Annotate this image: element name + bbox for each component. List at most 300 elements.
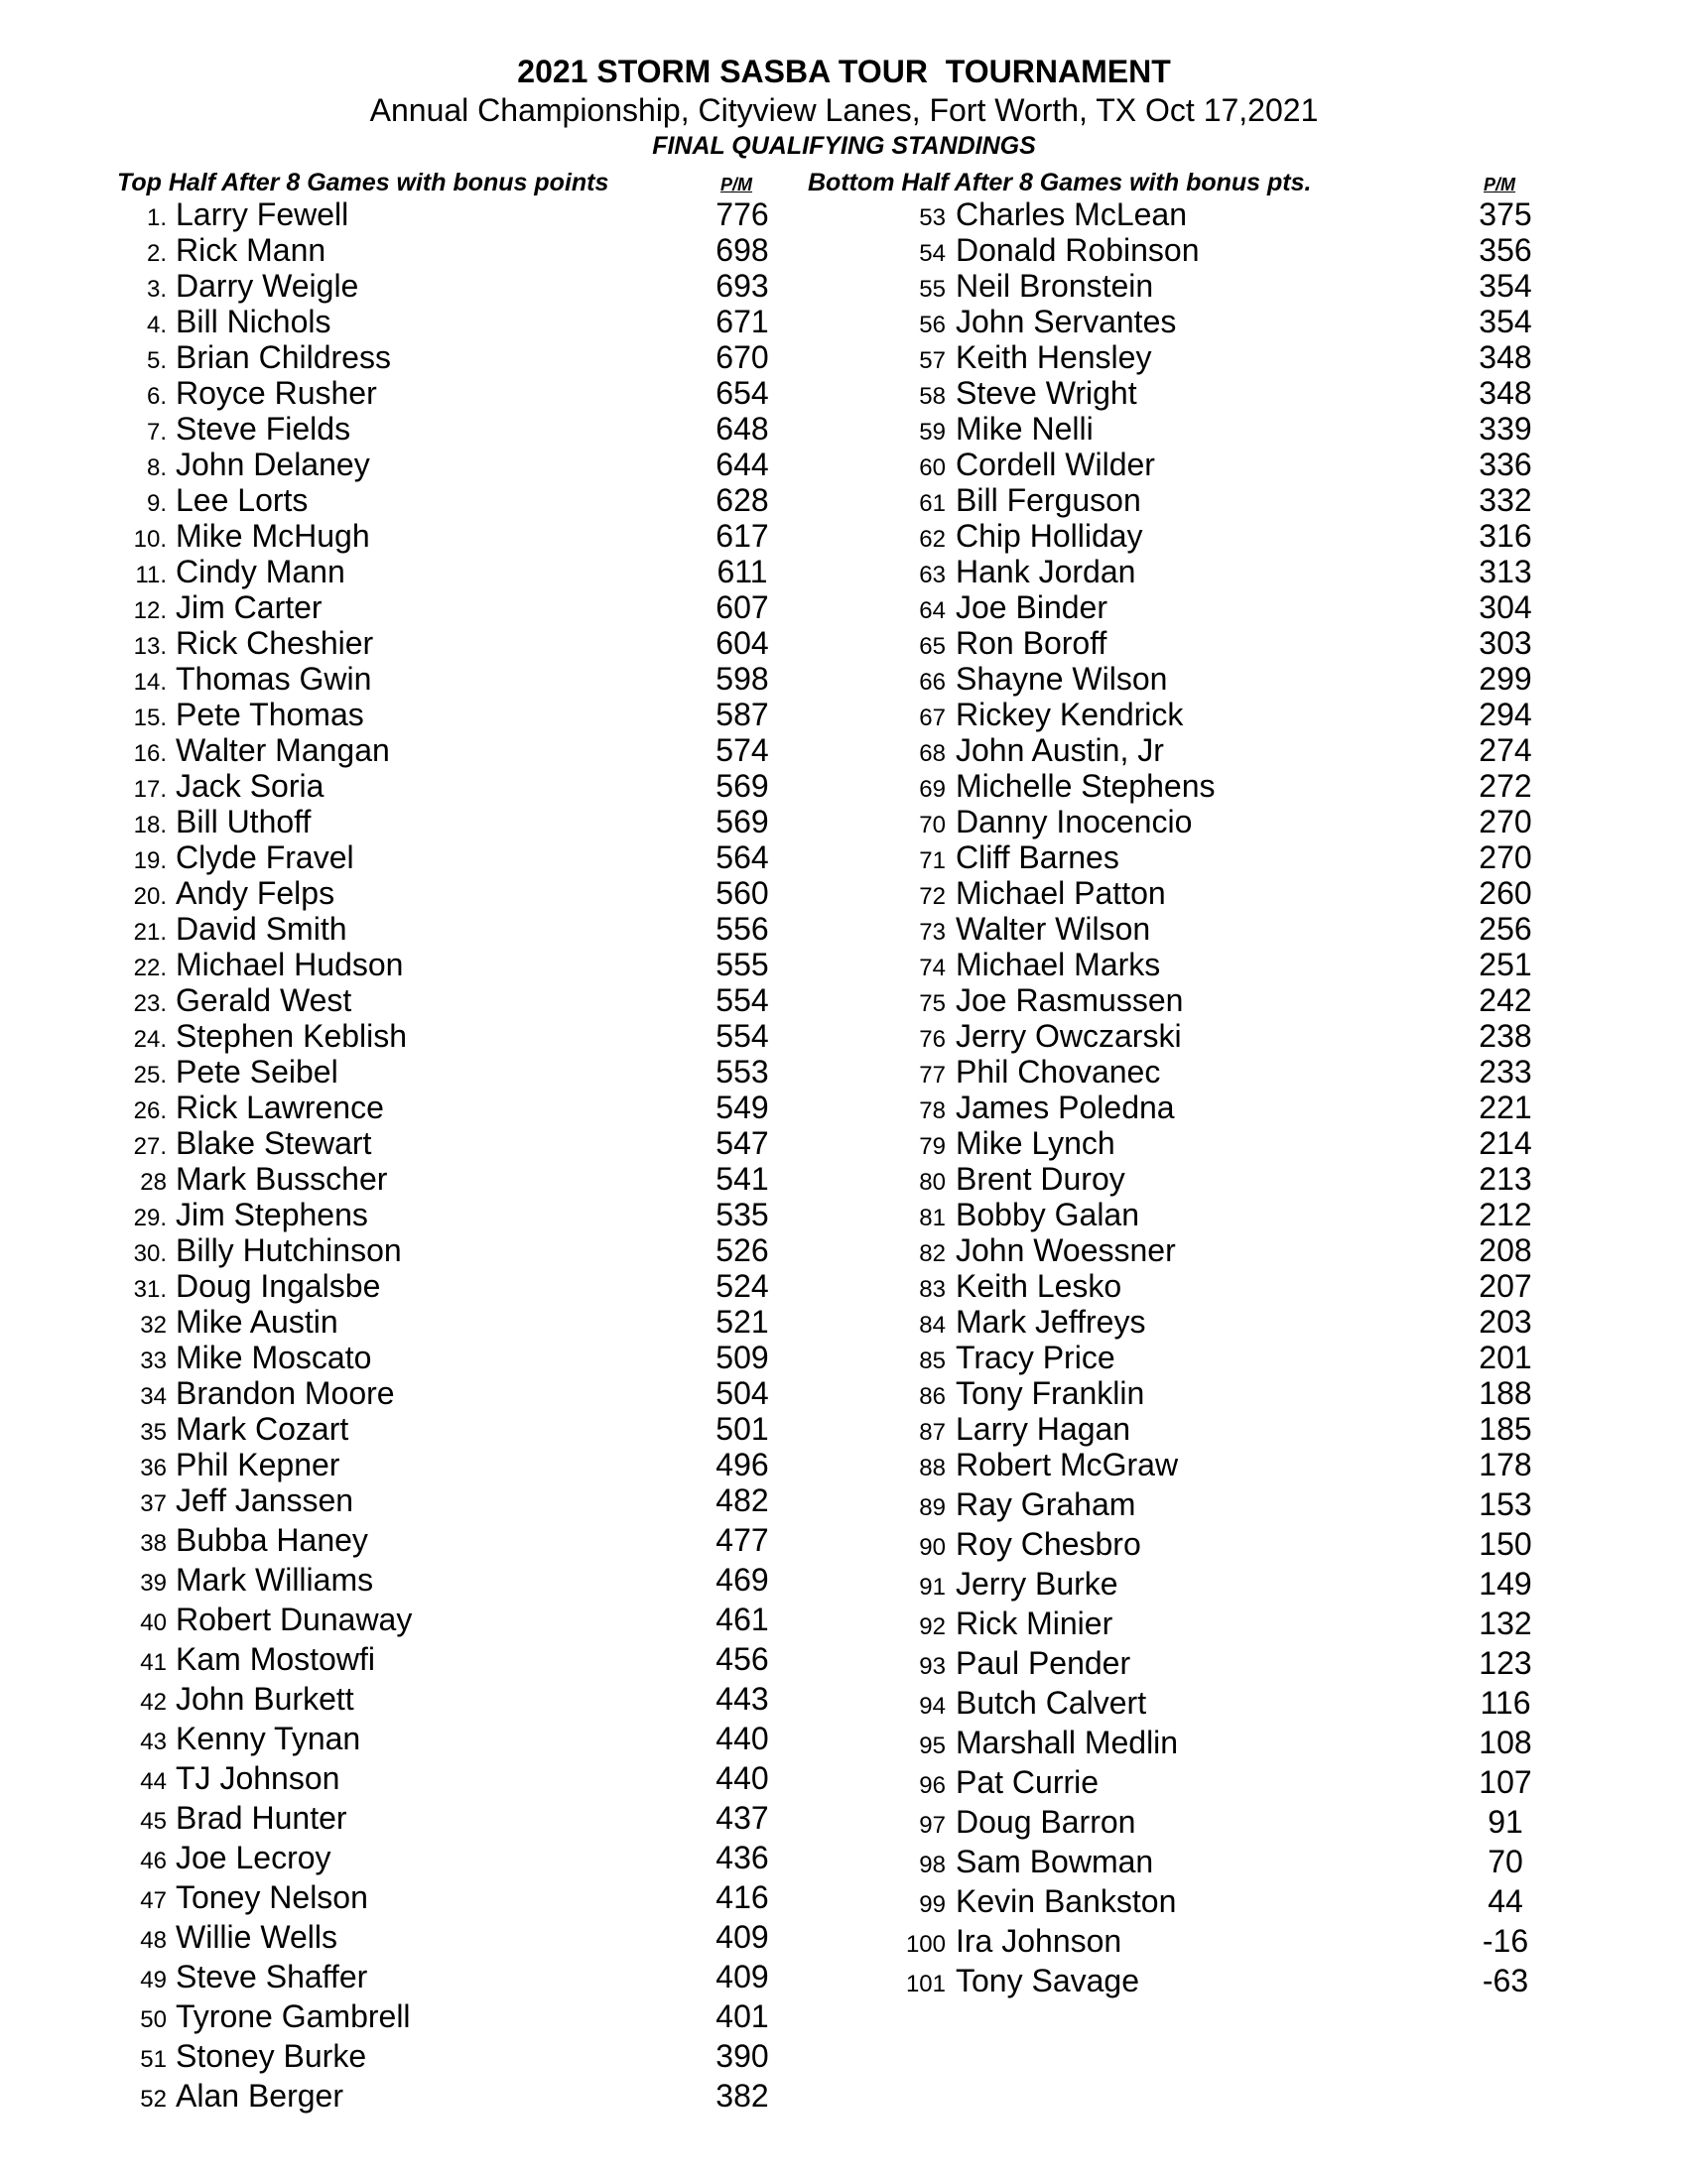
pm-score: 604 [715, 625, 769, 661]
rank-number: 1. [146, 204, 167, 231]
bowler-name: Shayne Wilson [956, 661, 1168, 697]
bowler-name: John Delaney [176, 447, 370, 482]
pm-score: 564 [715, 839, 769, 875]
pm-score: 70 [1488, 1844, 1523, 1879]
pm-score: 541 [715, 1161, 769, 1197]
pm-score: 554 [715, 982, 769, 1018]
bowler-name: Robert Dunaway [176, 1602, 413, 1637]
rank-number: 38 [140, 1530, 167, 1557]
pm-score: 256 [1479, 911, 1532, 947]
rank-number: 82 [919, 1240, 946, 1267]
pm-score: 670 [715, 339, 769, 375]
pm-score: -63 [1482, 1963, 1529, 1998]
bowler-name: John Austin, Jr [956, 732, 1164, 768]
bowler-name: John Burkett [176, 1681, 354, 1717]
pm-score: 401 [715, 1998, 769, 2034]
bowler-name: Ray Graham [956, 1486, 1136, 1522]
pm-score: 477 [715, 1522, 769, 1558]
pm-score: 221 [1479, 1090, 1532, 1125]
rank-number: 85 [919, 1348, 946, 1374]
pm-score: 526 [715, 1232, 769, 1268]
rank-number: 52 [140, 2086, 167, 2113]
bowler-name: Bubba Haney [176, 1522, 368, 1558]
pm-score: 270 [1479, 804, 1532, 839]
rank-number: 23. [133, 990, 167, 1017]
bowler-name: Bill Uthoff [176, 804, 312, 839]
bowler-name: Mike Austin [176, 1304, 338, 1340]
rank-number: 78 [919, 1097, 946, 1124]
rank-number: 91 [919, 1574, 946, 1601]
rank-number: 17. [133, 776, 167, 803]
pm-score: 698 [715, 232, 769, 268]
pm-score: 574 [715, 732, 769, 768]
pm-score: 272 [1479, 768, 1532, 804]
bowler-name: Chip Holliday [956, 518, 1143, 554]
rank-number: 97 [919, 1812, 946, 1839]
pm-score: 238 [1479, 1018, 1532, 1054]
rank-number: 35 [140, 1419, 167, 1446]
rank-number: 51 [140, 2046, 167, 2073]
rank-number: 58 [919, 383, 946, 410]
pm-score: 776 [715, 196, 769, 232]
rank-number: 49 [140, 1967, 167, 1993]
rank-number: 100 [905, 1931, 946, 1958]
rank-number: 48 [140, 1927, 167, 1954]
bowler-name: Neil Bronstein [956, 268, 1154, 304]
pm-score: 274 [1479, 732, 1532, 768]
bowler-name: Keith Lesko [956, 1268, 1122, 1304]
rank-number: 93 [919, 1653, 946, 1680]
rank-number: 12. [133, 597, 167, 624]
bowler-name: Ira Johnson [956, 1923, 1122, 1959]
bowler-name: Rick Mann [176, 232, 326, 268]
pm-score: 440 [715, 1760, 769, 1796]
pm-score: 443 [715, 1681, 769, 1717]
pm-score: 482 [715, 1482, 769, 1518]
bowler-name: Tracy Price [956, 1340, 1115, 1375]
pm-score: 496 [715, 1447, 769, 1482]
bowler-name: Donald Robinson [956, 232, 1200, 268]
bowler-name: Brandon Moore [176, 1375, 395, 1411]
rank-number: 62 [919, 526, 946, 553]
bowler-name: Mark Williams [176, 1562, 374, 1598]
bowler-name: Jack Soria [176, 768, 325, 804]
pm-score: 354 [1479, 304, 1532, 339]
rank-number: 70 [919, 812, 946, 838]
bowler-name: Willie Wells [176, 1919, 337, 1955]
pm-score: 91 [1488, 1804, 1523, 1840]
pm-score: 375 [1479, 196, 1532, 232]
pm-score: 270 [1479, 839, 1532, 875]
rank-number: 67 [919, 705, 946, 731]
rank-number: 83 [919, 1276, 946, 1303]
rank-number: 26. [133, 1097, 167, 1124]
pm-score: 251 [1479, 947, 1532, 982]
rank-number: 24. [133, 1026, 167, 1053]
pm-score: 501 [715, 1411, 769, 1447]
pm-score: 303 [1479, 625, 1532, 661]
bowler-name: Rick Lawrence [176, 1090, 384, 1125]
bowler-name: Steve Fields [176, 411, 351, 447]
bowler-name: Steve Wright [956, 375, 1137, 411]
rank-number: 5. [146, 347, 167, 374]
rank-number: 66 [919, 669, 946, 696]
bowler-name: Brian Childress [176, 339, 391, 375]
pm-score: 336 [1479, 447, 1532, 482]
bowler-name: Ron Boroff [956, 625, 1107, 661]
rank-number: 59 [919, 419, 946, 446]
bowler-name: Marshall Medlin [956, 1725, 1179, 1760]
rank-number: 73 [919, 919, 946, 946]
pm-score: 509 [715, 1340, 769, 1375]
rank-number: 75 [919, 990, 946, 1017]
rank-number: 41 [140, 1649, 167, 1676]
pm-score: 212 [1479, 1197, 1532, 1232]
bowler-name: Thomas Gwin [176, 661, 372, 697]
left-column-heading: Top Half After 8 Games with bonus points [117, 169, 609, 196]
bowler-name: Robert McGraw [956, 1447, 1179, 1482]
bowler-name: Larry Hagan [956, 1411, 1131, 1447]
pm-score: 242 [1479, 982, 1532, 1018]
bowler-name: Bill Nichols [176, 304, 331, 339]
rank-number: 19. [133, 847, 167, 874]
bowler-name: Tony Savage [956, 1963, 1140, 1998]
pm-score: 207 [1479, 1268, 1532, 1304]
rank-number: 43 [140, 1729, 167, 1755]
pm-score: 556 [715, 911, 769, 947]
rank-number: 11. [135, 562, 167, 588]
rank-number: 81 [919, 1205, 946, 1231]
pm-score: 123 [1479, 1645, 1532, 1681]
pm-score: 555 [715, 947, 769, 982]
pm-score: 535 [715, 1197, 769, 1232]
bowler-name: Mike McHugh [176, 518, 370, 554]
pm-score: 409 [715, 1959, 769, 1994]
rank-number: 55 [919, 276, 946, 303]
pm-score: 382 [715, 2078, 769, 2114]
bowler-name: Mark Jeffreys [956, 1304, 1146, 1340]
pm-score: 299 [1479, 661, 1532, 697]
rank-number: 31. [133, 1276, 167, 1303]
rank-number: 10. [133, 526, 167, 553]
standings-label: FINAL QUALIFYING STANDINGS [652, 132, 1036, 160]
rank-number: 36 [140, 1455, 167, 1481]
rank-number: 3. [146, 276, 167, 303]
pm-score: 233 [1479, 1054, 1532, 1090]
rank-number: 94 [919, 1693, 946, 1720]
rank-number: 2. [146, 240, 167, 267]
bowler-name: Mark Busscher [176, 1161, 388, 1197]
bowler-name: Toney Nelson [176, 1879, 368, 1915]
rank-number: 34 [140, 1383, 167, 1410]
pm-score: 208 [1479, 1232, 1532, 1268]
bowler-name: Brad Hunter [176, 1800, 347, 1836]
rank-number: 14. [133, 669, 167, 696]
bowler-name: Rick Cheshier [176, 625, 374, 661]
rank-number: 45 [140, 1808, 167, 1835]
bowler-name: Darry Weigle [176, 268, 359, 304]
document-title: 2021 STORM SASBA TOUR TOURNAMENT [517, 54, 1171, 89]
rank-number: 90 [919, 1534, 946, 1561]
pm-score: 554 [715, 1018, 769, 1054]
rank-number: 86 [919, 1383, 946, 1410]
bowler-name: Pete Thomas [176, 697, 364, 732]
bowler-name: Michael Marks [956, 947, 1161, 982]
pm-score: 260 [1479, 875, 1532, 911]
bowler-name: Jim Carter [176, 589, 323, 625]
rank-number: 57 [919, 347, 946, 374]
bowler-name: Cindy Mann [176, 554, 345, 589]
rank-number: 53 [919, 204, 946, 231]
left-pm-heading: P/M [720, 175, 753, 194]
bowler-name: Kam Mostowfi [176, 1641, 375, 1677]
rank-number: 64 [919, 597, 946, 624]
bowler-name: Mike Lynch [956, 1125, 1115, 1161]
rank-number: 72 [919, 883, 946, 910]
bowler-name: Phil Kepner [176, 1447, 340, 1482]
bowler-name: Lee Lorts [176, 482, 309, 518]
bowler-name: Jeff Janssen [176, 1482, 354, 1518]
bowler-name: Rick Minier [956, 1606, 1113, 1641]
rank-number: 76 [919, 1026, 946, 1053]
rank-number: 63 [919, 562, 946, 588]
pm-score: 203 [1479, 1304, 1532, 1340]
rank-number: 9. [146, 490, 167, 517]
pm-score: 504 [715, 1375, 769, 1411]
pm-score: -16 [1482, 1923, 1529, 1959]
rank-number: 99 [919, 1891, 946, 1918]
bowler-name: Danny Inocencio [956, 804, 1193, 839]
rank-number: 4. [146, 312, 167, 338]
pm-score: 461 [715, 1602, 769, 1637]
bowler-name: Bill Ferguson [956, 482, 1141, 518]
rank-number: 22. [133, 955, 167, 981]
rank-number: 56 [919, 312, 946, 338]
bowler-name: Phil Chovanec [956, 1054, 1161, 1090]
rank-number: 29. [133, 1205, 167, 1231]
rank-number: 8. [146, 454, 167, 481]
bowler-name: Cordell Wilder [956, 447, 1155, 482]
rank-number: 18. [133, 812, 167, 838]
rank-number: 6. [146, 383, 167, 410]
bowler-name: TJ Johnson [176, 1760, 340, 1796]
pm-score: 201 [1479, 1340, 1532, 1375]
rank-number: 84 [919, 1312, 946, 1339]
rank-number: 65 [919, 633, 946, 660]
rank-number: 60 [919, 454, 946, 481]
pm-score: 553 [715, 1054, 769, 1090]
rank-number: 87 [919, 1419, 946, 1446]
bowler-name: Mike Nelli [956, 411, 1094, 447]
pm-score: 188 [1479, 1375, 1532, 1411]
pm-score: 213 [1479, 1161, 1532, 1197]
rank-number: 54 [919, 240, 946, 267]
rank-number: 61 [919, 490, 946, 517]
bowler-name: Billy Hutchinson [176, 1232, 402, 1268]
rank-number: 42 [140, 1689, 167, 1716]
rank-number: 39 [140, 1570, 167, 1597]
bowler-name: Pete Seibel [176, 1054, 338, 1090]
bowler-name: Rickey Kendrick [956, 697, 1184, 732]
rank-number: 15. [133, 705, 167, 731]
pm-score: 332 [1479, 482, 1532, 518]
rank-number: 28 [140, 1169, 167, 1196]
rank-number: 79 [919, 1133, 946, 1160]
bowler-name: Gerald West [176, 982, 352, 1018]
pm-score: 671 [715, 304, 769, 339]
pm-score: 44 [1488, 1883, 1523, 1919]
rank-number: 101 [905, 1971, 946, 1997]
bowler-name: Royce Rusher [176, 375, 377, 411]
right-column-heading: Bottom Half After 8 Games with bonus pts. [808, 169, 1312, 196]
pm-score: 348 [1479, 375, 1532, 411]
pm-score: 469 [715, 1562, 769, 1598]
bowler-name: Sam Bowman [956, 1844, 1154, 1879]
bowler-name: Clyde Fravel [176, 839, 354, 875]
rank-number: 98 [919, 1852, 946, 1878]
pm-score: 185 [1479, 1411, 1532, 1447]
rank-number: 88 [919, 1455, 946, 1481]
pm-score: 108 [1479, 1725, 1532, 1760]
bowler-name: Keith Hensley [956, 339, 1152, 375]
rank-number: 71 [919, 847, 946, 874]
pm-score: 178 [1479, 1447, 1532, 1482]
bowler-name: Cliff Barnes [956, 839, 1119, 875]
rank-number: 16. [133, 740, 167, 767]
bowler-name: Butch Calvert [956, 1685, 1147, 1721]
pm-score: 644 [715, 447, 769, 482]
pm-score: 416 [715, 1879, 769, 1915]
rank-number: 77 [919, 1062, 946, 1089]
bowler-name: Doug Barron [956, 1804, 1136, 1840]
rank-number: 89 [919, 1494, 946, 1521]
bowler-name: Jerry Owczarski [956, 1018, 1182, 1054]
pm-score: 150 [1479, 1526, 1532, 1562]
pm-score: 456 [715, 1641, 769, 1677]
bowler-name: Michelle Stephens [956, 768, 1216, 804]
rank-number: 27. [133, 1133, 167, 1160]
bowler-name: Joe Binder [956, 589, 1107, 625]
pm-score: 294 [1479, 697, 1532, 732]
rank-number: 68 [919, 740, 946, 767]
rank-number: 74 [919, 955, 946, 981]
rank-number: 80 [919, 1169, 946, 1196]
pm-score: 436 [715, 1840, 769, 1875]
pm-score: 598 [715, 661, 769, 697]
rank-number: 21. [133, 919, 167, 946]
pm-score: 569 [715, 804, 769, 839]
rank-number: 25. [133, 1062, 167, 1089]
pm-score: 316 [1479, 518, 1532, 554]
bowler-name: Walter Mangan [176, 732, 390, 768]
rank-number: 20. [133, 883, 167, 910]
bowler-name: John Woessner [956, 1232, 1176, 1268]
bowler-name: Steve Shaffer [176, 1959, 368, 1994]
bowler-name: Hank Jordan [956, 554, 1136, 589]
pm-score: 693 [715, 268, 769, 304]
pm-score: 339 [1479, 411, 1532, 447]
bowler-name: Kevin Bankston [956, 1883, 1177, 1919]
bowler-name: Blake Stewart [176, 1125, 372, 1161]
pm-score: 521 [715, 1304, 769, 1340]
bowler-name: Paul Pender [956, 1645, 1131, 1681]
pm-score: 524 [715, 1268, 769, 1304]
rank-number: 33 [140, 1348, 167, 1374]
rank-number: 47 [140, 1887, 167, 1914]
bowler-name: Tyrone Gambrell [176, 1998, 411, 2034]
bowler-name: Brent Duroy [956, 1161, 1125, 1197]
pm-score: 313 [1479, 554, 1532, 589]
bowler-name: Charles McLean [956, 196, 1187, 232]
bowler-name: James Poledna [956, 1090, 1175, 1125]
pm-score: 547 [715, 1125, 769, 1161]
pm-score: 107 [1479, 1764, 1532, 1800]
rank-number: 7. [146, 419, 167, 446]
rank-number: 96 [919, 1772, 946, 1799]
bowler-name: Doug Ingalsbe [176, 1268, 381, 1304]
pm-score: 440 [715, 1721, 769, 1756]
bowler-name: Alan Berger [176, 2078, 343, 2114]
pm-score: 617 [715, 518, 769, 554]
bowler-name: Joe Lecroy [176, 1840, 331, 1875]
rank-number: 30. [133, 1240, 167, 1267]
bowler-name: Jerry Burke [956, 1566, 1118, 1602]
pm-score: 304 [1479, 589, 1532, 625]
bowler-name: Andy Felps [176, 875, 335, 911]
rank-number: 37 [140, 1490, 167, 1517]
bowler-name: Mark Cozart [176, 1411, 349, 1447]
pm-score: 153 [1479, 1486, 1532, 1522]
bowler-name: Stoney Burke [176, 2038, 367, 2074]
bowler-name: Larry Fewell [176, 196, 349, 232]
rank-number: 32 [140, 1312, 167, 1339]
bowler-name: Mike Moscato [176, 1340, 372, 1375]
pm-score: 569 [715, 768, 769, 804]
bowler-name: John Servantes [956, 304, 1177, 339]
bowler-name: Roy Chesbro [956, 1526, 1141, 1562]
pm-score: 390 [715, 2038, 769, 2074]
rank-number: 13. [133, 633, 167, 660]
pm-score: 354 [1479, 268, 1532, 304]
pm-score: 116 [1480, 1685, 1531, 1721]
bowler-name: Tony Franklin [956, 1375, 1145, 1411]
rank-number: 92 [919, 1613, 946, 1640]
pm-score: 132 [1479, 1606, 1532, 1641]
pm-score: 587 [715, 697, 769, 732]
bowler-name: Joe Rasmussen [956, 982, 1184, 1018]
pm-score: 348 [1479, 339, 1532, 375]
rank-number: 44 [140, 1768, 167, 1795]
bowler-name: Walter Wilson [956, 911, 1151, 947]
pm-score: 611 [716, 554, 768, 589]
pm-score: 607 [715, 589, 769, 625]
bowler-name: Jim Stephens [176, 1197, 368, 1232]
rank-number: 50 [140, 2006, 167, 2033]
rank-number: 95 [919, 1733, 946, 1759]
bowler-name: Kenny Tynan [176, 1721, 361, 1756]
bowler-name: Michael Patton [956, 875, 1166, 911]
rank-number: 69 [919, 776, 946, 803]
bowler-name: Stephen Keblish [176, 1018, 408, 1054]
document-subtitle: Annual Championship, Cityview Lanes, Fort Worth, TX Oct 17,2021 [369, 92, 1319, 128]
pm-score: 560 [715, 875, 769, 911]
pm-score: 149 [1479, 1566, 1532, 1602]
pm-score: 409 [715, 1919, 769, 1955]
pm-score: 437 [715, 1800, 769, 1836]
pm-score: 214 [1479, 1125, 1532, 1161]
bowler-name: Michael Hudson [176, 947, 404, 982]
bowler-name: David Smith [176, 911, 347, 947]
